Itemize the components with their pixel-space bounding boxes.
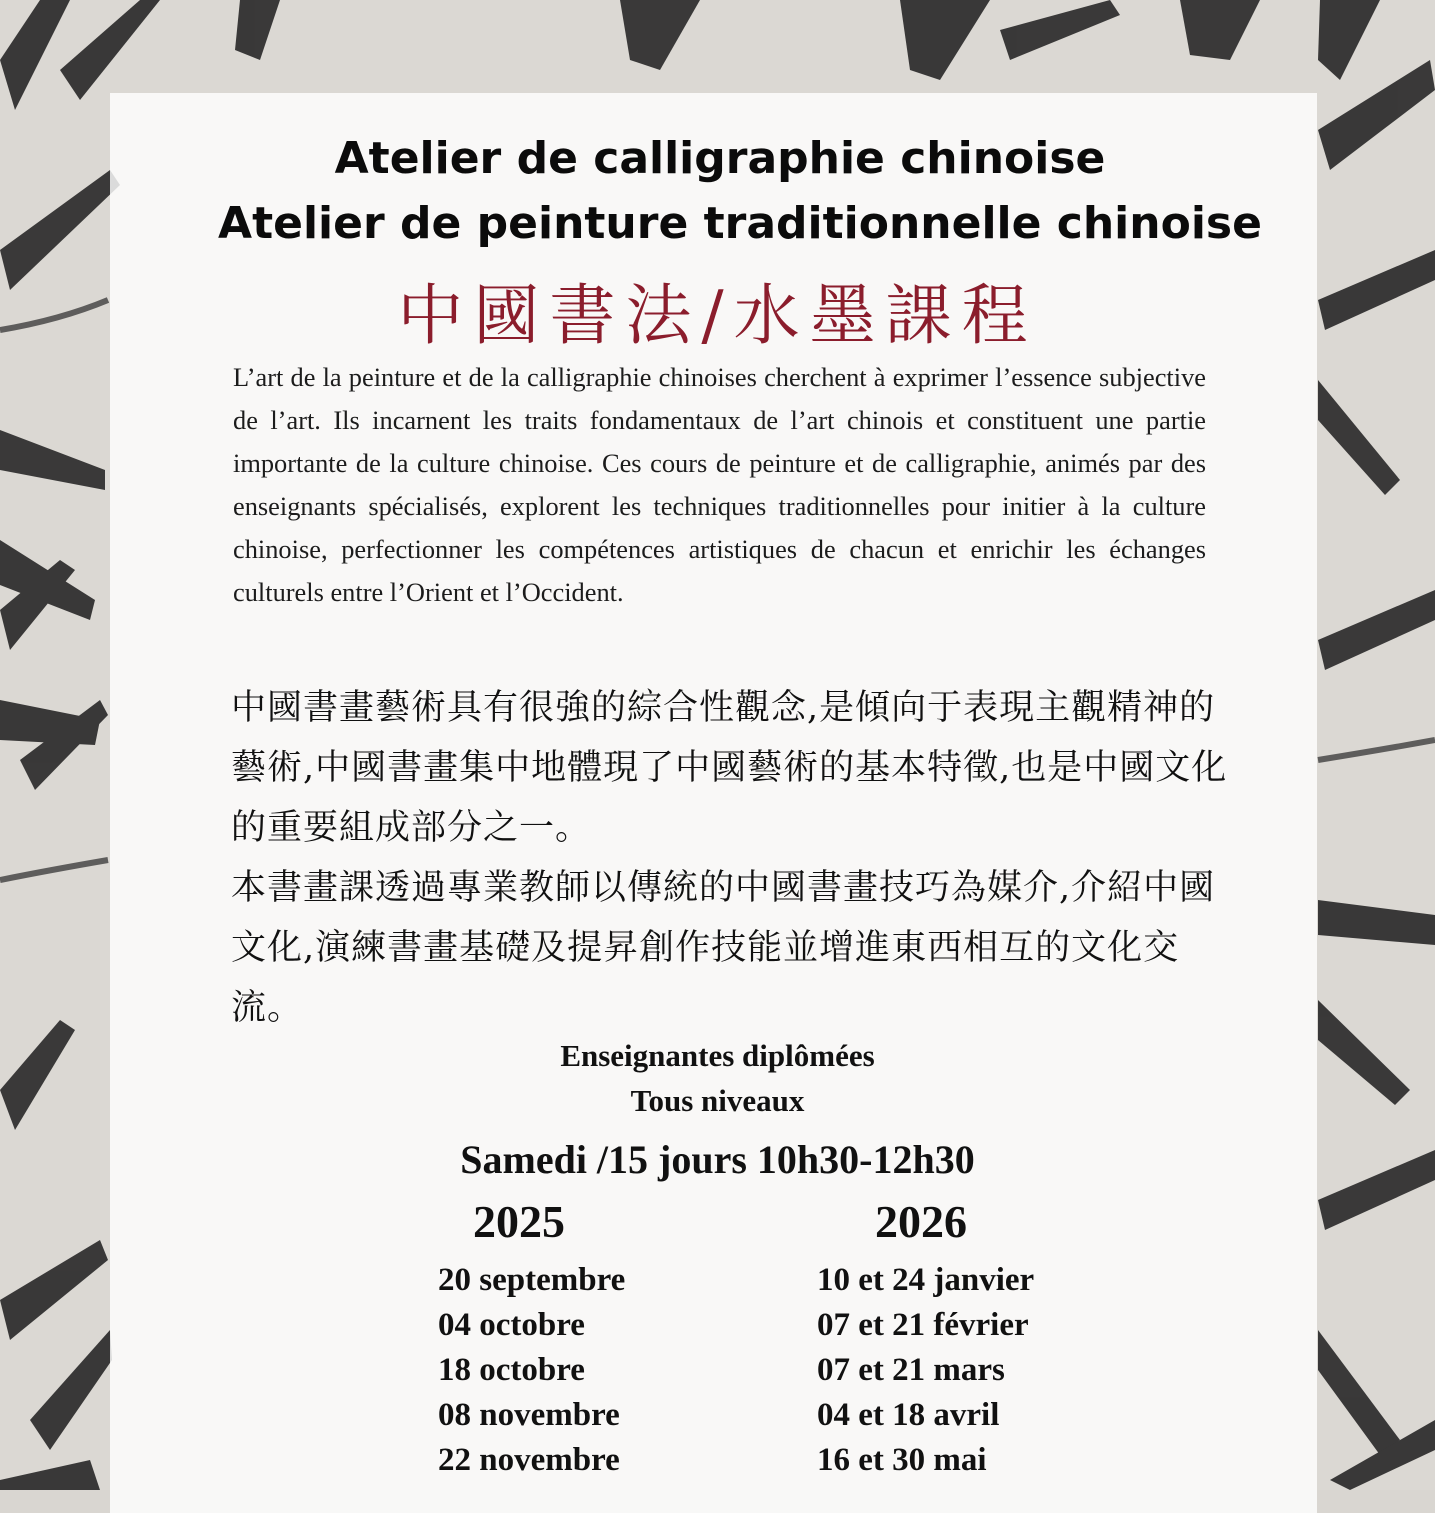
intro-chinese	[231, 678, 1241, 1038]
intro-chinese-paragraph-2: 本書畫課透過專業教師以傳統的中國書畫技巧為媒介,介紹中國文化,演練書畫基礎及提昇創作技能並增進東西相互的文化交流。	[231, 868, 1216, 1028]
date-item: 07 et 21 février	[817, 1307, 1029, 1343]
title-chinese: 中國書法/水墨課程	[397, 277, 1038, 354]
year-2026-heading: 2026	[875, 1196, 967, 1247]
date-item: 04 et 18 avril	[817, 1397, 1000, 1433]
title-calligraphy: Atelier de calligraphie chinoise	[334, 133, 1106, 184]
date-item: 18 octobre	[438, 1352, 585, 1388]
date-item: 08 novembre	[438, 1397, 620, 1433]
title-painting: Atelier de peinture traditionnelle chinoise	[218, 198, 1262, 249]
date-item: 07 et 21 mars	[817, 1352, 1005, 1388]
year-2025-heading: 2025	[473, 1196, 565, 1247]
teachers-line: Enseignantes diplômées	[560, 1038, 875, 1073]
intro-chinese-paragraph-1: 中國書畫藝術具有很強的綜合性觀念,是傾向于表現主觀精神的藝術,中國書畫集中地體現了中國藝術的基本特徵,也是中國文化的重要組成部分之一。	[231, 688, 1228, 848]
schedule-line: Samedi /15 jours 10h30-12h30	[460, 1137, 975, 1182]
dates-2025-list	[438, 1261, 625, 1486]
date-item: 16 et 30 mai	[817, 1442, 987, 1478]
dates-2026-list	[817, 1261, 1034, 1486]
date-item: 04 octobre	[438, 1307, 585, 1343]
date-item: 10 et 24 janvier	[817, 1262, 1035, 1298]
date-item: 22 novembre	[438, 1442, 620, 1478]
date-item: 20 septembre	[438, 1262, 626, 1298]
levels-line: Tous niveaux	[630, 1083, 805, 1118]
intro-french: L’art de la peinture et de la calligraphie chinoises cherchent à exprimer l’essence subjective de l’art. Ils incarnent les traits fondamentaux de l’art chinois et constituent une partie importante de la culture chinoise. Ces cours de peinture et de calligraphie, animés par des enseignants spécialisés, explorent les techniques traditionnelles pour initier à la culture chinoise, perfectionner les compétences artistiques de chacun et enrichir les échanges culturels entre l’Orient et l’Occident.	[233, 362, 1206, 607]
